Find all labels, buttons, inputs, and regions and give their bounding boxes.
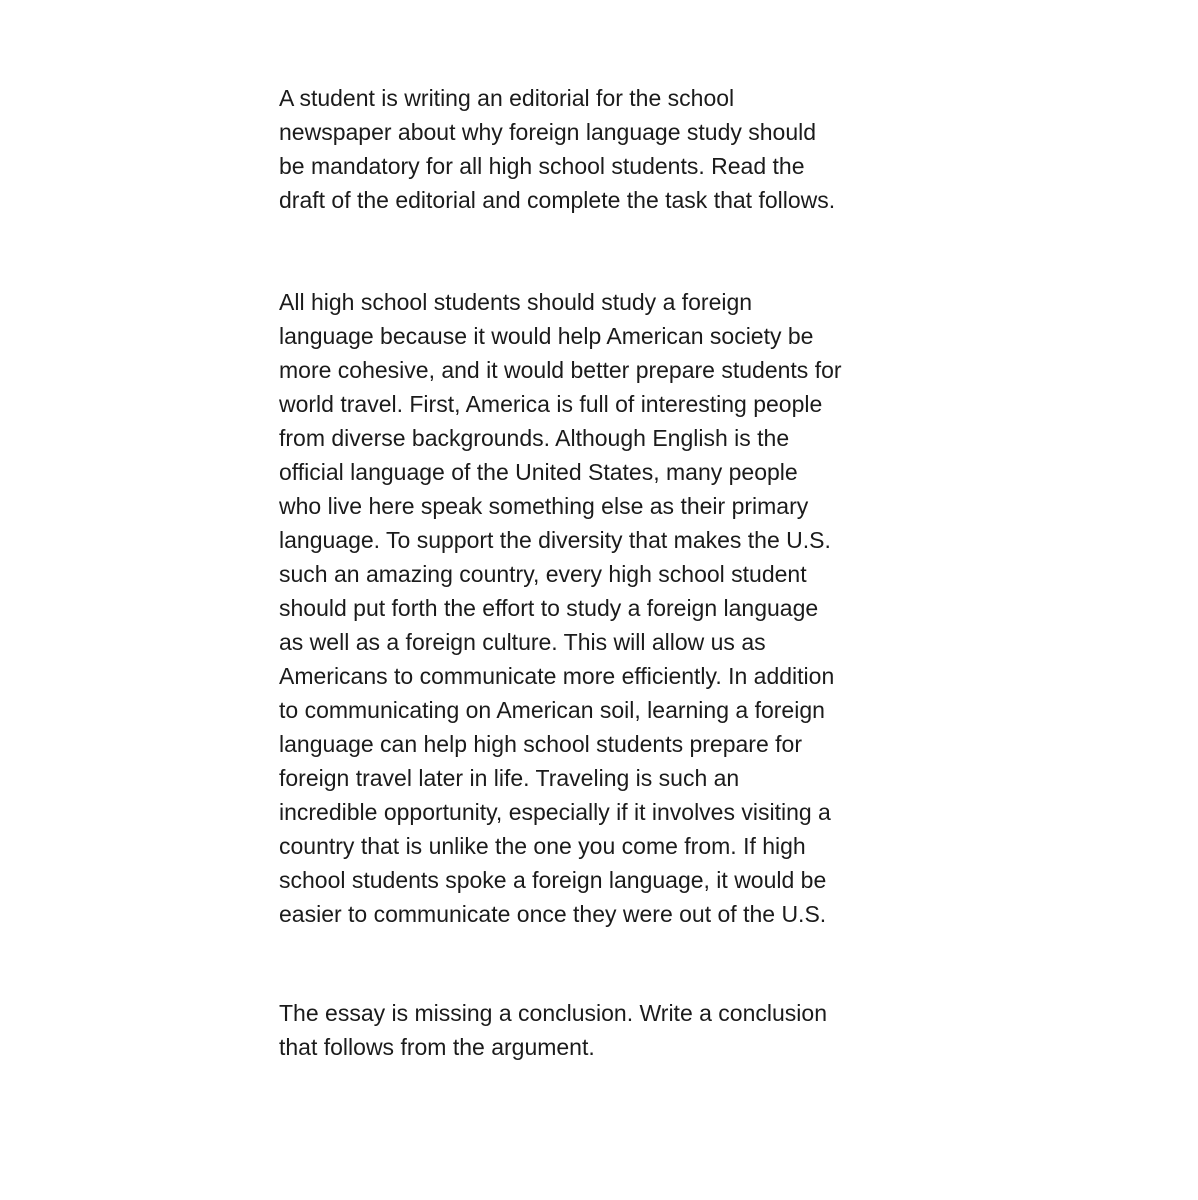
text-line: official language of the United States, many people <box>279 459 798 485</box>
text-line: language can help high school students prepare for <box>279 731 802 757</box>
text-line: should put forth the effort to study a foreign language <box>279 595 819 621</box>
text-line: more cohesive, and it would better prepare students for <box>279 357 842 383</box>
text-line: Americans to communicate more efficiently. In addition <box>279 663 835 689</box>
text-line: school students spoke a foreign language, it would be <box>279 867 827 893</box>
intro-paragraph <box>279 81 835 217</box>
text-line: The essay is missing a conclusion. Write a conclusion <box>279 1000 827 1026</box>
text-line: as well as a foreign culture. This will allow us as <box>279 629 766 655</box>
text-line: foreign travel later in life. Traveling is such an <box>279 765 740 791</box>
text-line: such an amazing country, every high school student <box>279 561 807 587</box>
text-line: easier to communicate once they were out of the U.S. <box>279 901 827 927</box>
editorial-draft-paragraph <box>279 285 842 931</box>
text-line: be mandatory for all high school students. Read the <box>279 153 805 179</box>
text-line: All high school students should study a foreign <box>279 289 753 315</box>
text-line: language because it would help American society be <box>279 323 814 349</box>
text-line: A student is writing an editorial for the school <box>279 85 735 111</box>
text-line: who live here speak something else as their primary <box>279 493 809 519</box>
text-line: from diverse backgrounds. Although English is the <box>279 425 790 451</box>
text-line: that follows from the argument. <box>279 1034 595 1060</box>
text-line: language. To support the diversity that makes the U.S. <box>279 527 831 553</box>
task-instruction-paragraph <box>279 996 827 1064</box>
text-line: world travel. First, America is full of interesting people <box>279 391 823 417</box>
text-line: country that is unlike the one you come from. If high <box>279 833 806 859</box>
text-line: to communicating on American soil, learning a foreign <box>279 697 825 723</box>
text-line: newspaper about why foreign language study should <box>279 119 817 145</box>
text-line: draft of the editorial and complete the task that follows. <box>279 187 836 213</box>
text-line: incredible opportunity, especially if it involves visiting a <box>279 799 831 825</box>
